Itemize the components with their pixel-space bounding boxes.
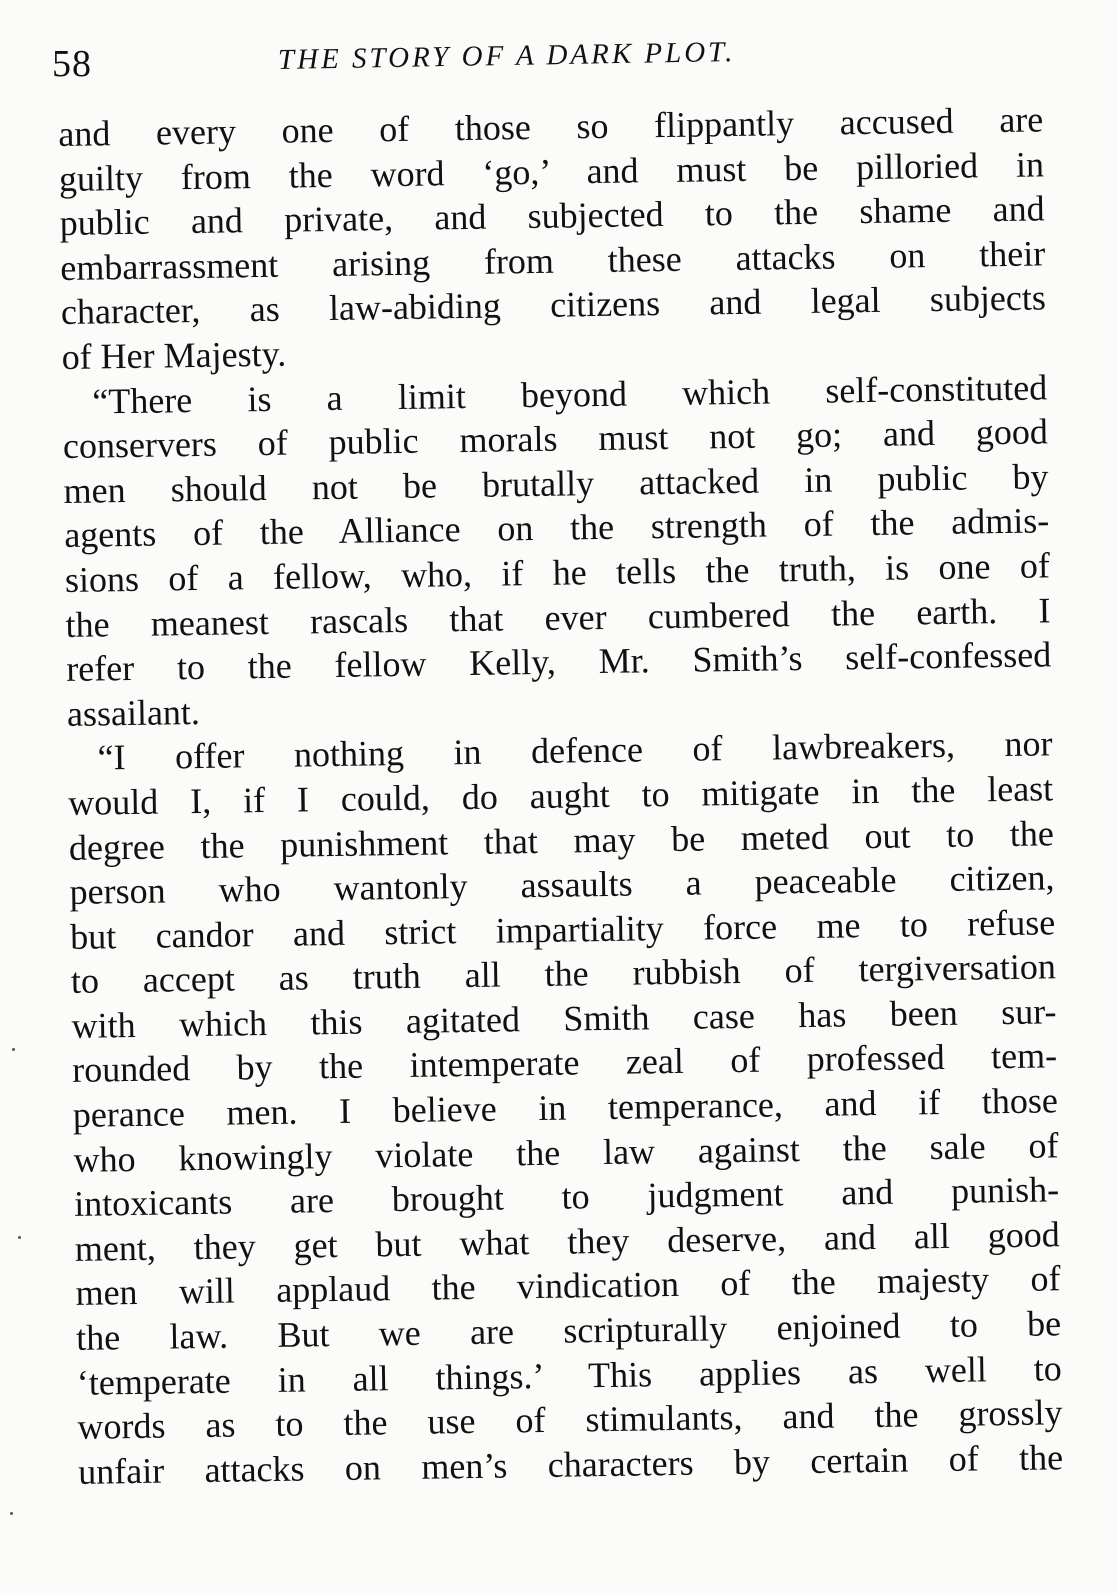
text-line: character, as law-abiding citizens and legal subjects — [60, 277, 1047, 333]
text-line: embarrassment arising from these attacks on their — [60, 233, 1046, 288]
text-line: with which this agitated Smith case has been sur- — [71, 991, 1057, 1046]
text-line: unfair attacks on men’s characters by certain of the — [77, 1437, 1064, 1492]
text-line: rounded by the intemperate zeal of professed tem- — [71, 1035, 1058, 1091]
text-line: public and private, and subjected to the shame and — [59, 188, 1045, 244]
text-line: degree the punishment that may be meted out to the — [68, 812, 1055, 868]
text-line: agents of the Alliance on the strength of the admis- — [63, 500, 1050, 556]
text-line: perance men. I believe in temperance, and if those — [72, 1080, 1059, 1135]
paper-speck — [12, 1048, 15, 1051]
text-line: intoxicants are brought to judgment and punish- — [73, 1169, 1060, 1225]
page-number: 58 — [52, 43, 92, 85]
running-title: THE STORY OF A DARK PLOT. — [277, 36, 736, 76]
text-line: the law. But we are scripturally enjoined to be — [75, 1303, 1062, 1358]
text-line: conservers of public morals must not go; and good — [62, 411, 1049, 467]
text-line: the meanest rascals that ever cumbered the earth. I — [65, 589, 1051, 645]
text-line: of Her Majesty. — [61, 333, 287, 377]
paragraph-start-line: “I offer nothing in defence of lawbreakers, nor — [97, 723, 1053, 778]
text-line: men should not be brutally attacked in public by — [63, 456, 1049, 511]
paper-speck — [18, 1236, 21, 1239]
text-line: sions of a fellow, who, if he tells the truth, is one of — [64, 545, 1051, 600]
text-line: person who wantonly assaults a peaceable citizen, — [69, 857, 1055, 913]
text-line: assailant. — [66, 691, 201, 734]
text-line: ment, they get but what they deserve, and all good — [74, 1214, 1061, 1269]
body-text — [58, 97, 1063, 1494]
text-line: words as to the use of stimulants, and the grossly — [77, 1392, 1063, 1448]
text-line: refer to the fellow Kelly, Mr. Smith’s self-confessed — [65, 634, 1052, 690]
text-line: guilty from the word ‘go,’ and must be pilloried in — [58, 143, 1045, 199]
text-line: and every one of those so flippantly accused are — [58, 99, 1044, 154]
text-line: who knowingly violate the law against the sale of — [73, 1124, 1059, 1180]
paper-speck — [10, 1512, 13, 1515]
paragraph-start-line: “There is a limit beyond which self-constituted — [91, 366, 1048, 422]
text-line: ‘temperate in all things.’ This applies as well to — [76, 1347, 1063, 1403]
text-line: to accept as truth all the rubbish of tergiversation — [70, 946, 1057, 1002]
text-line: but candor and strict impartiality force me to refuse — [69, 901, 1056, 957]
text-line: would I, if I could, do aught to mitigate in the least — [67, 768, 1054, 823]
text-line: men will applaud the vindication of the majesty of — [75, 1258, 1061, 1314]
page-header — [52, 38, 1032, 86]
